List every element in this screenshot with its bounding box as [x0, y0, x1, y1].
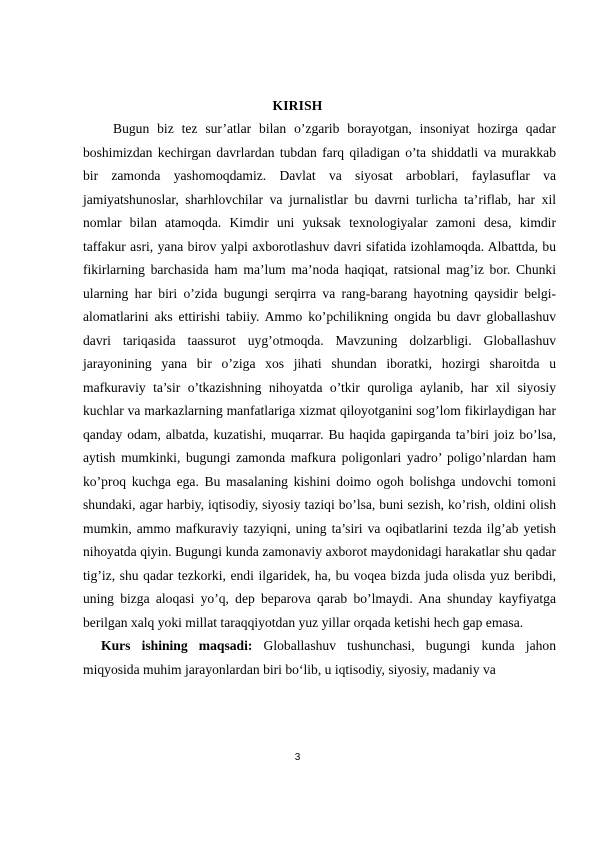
section-heading: KIRISH — [272, 98, 323, 113]
goal-text: Globallashuv tushunchasi, bugungi kunda jahon miqyosida muhim jarayonlardan biri bo‘lib, u iqtisodiy, siyosiy, madaniy va — [83, 638, 557, 677]
body-text — [83, 117, 556, 681]
paragraph-goal — [83, 634, 556, 681]
paragraph-intro: Bugun biz tez sur’atlar bilan o’zgarib borayotgan, insoniyat hozirga qadar boshimizdan kechirgan davrlardan tubdan farq qiladigan o’ta shiddatli va murakkab bir zamonda yashomoqdamiz. Davlat va siyosat arboblari, faylasuflar va jamiyatshunoslar, sharhlovchilar va jurnalistlar bu davrni turlicha ta’riflab, har xil nomlar bilan atamoqda. Kimdir uni yuksak texnologiyalar zamoni desa, kimdir taffakur asri, yana birov yalpi axborotlashuv davri sifatida izohlamoqda. Albattda, bu fikirlarning barchasida ham ma’lum ma’noda haqiqat, ratsional mag’iz bor. Chunki ularning har biri o’zida bugungi serqirra va rang-barang hayotning qaysidir belgi-alomatlarini aks ettirishi tabiiy. Ammo ko’pchilikning ongida bu davr globallashuv davri tariqasida taassurot uyg’otmoqda. Mavzuning dolzarbligi. Globallashuv jarayonining yana bir o’ziga xos jihati shundan iboratki, hozirgi sharoitda u mafkuraviy ta’sir o’tkazishning nihoyatda o’tkir quroliga aylanib, har xil siyosiy kuchlar va markazlarning manfatlariga xizmat qiloyotganini sog’lom fikirlaydigan har qanday odam, albatda, kuzatishi, muqarrar. Bu haqida gapirganda ta’biri joiz bo’lsa, aytish mumkinki, bugungi zamonda mafkura poligonlari yadro’ poligo’nlardan ham ko’proq kuchga ega. Bu masalaning kishini doimo ogoh bolishga undovchi tomoni shundaki, agar harbiy, iqtisodiy, siyosiy taziqi bo’lsa, buni sezish, ko’rish, oldini olish mumkin, ammo mafkuraviy tazyiqni, uning ta’siri va oqibatlarini tezda ilg’ab yetish nihoyatda qiyin. Bugungi kunda zamonaviy axborot maydonidagi harakatlar shu qadar tig’iz, shu qadar tezkorki, endi ilgaridek, ha, bu voqea bizda juda olisda yuz beribdi, uning bizga aloqasi yo’q, dep beparova qarab bo’lmaydi. Ana shunday kayfiyatga berilgan xalq yoki millat taraqqiyotdan yuz yillar orqada ketishi hech gap emasa. — [83, 121, 556, 630]
page-number: 3 — [294, 752, 301, 763]
goal-label: Kurs ishining maqsadi: — [101, 638, 253, 653]
